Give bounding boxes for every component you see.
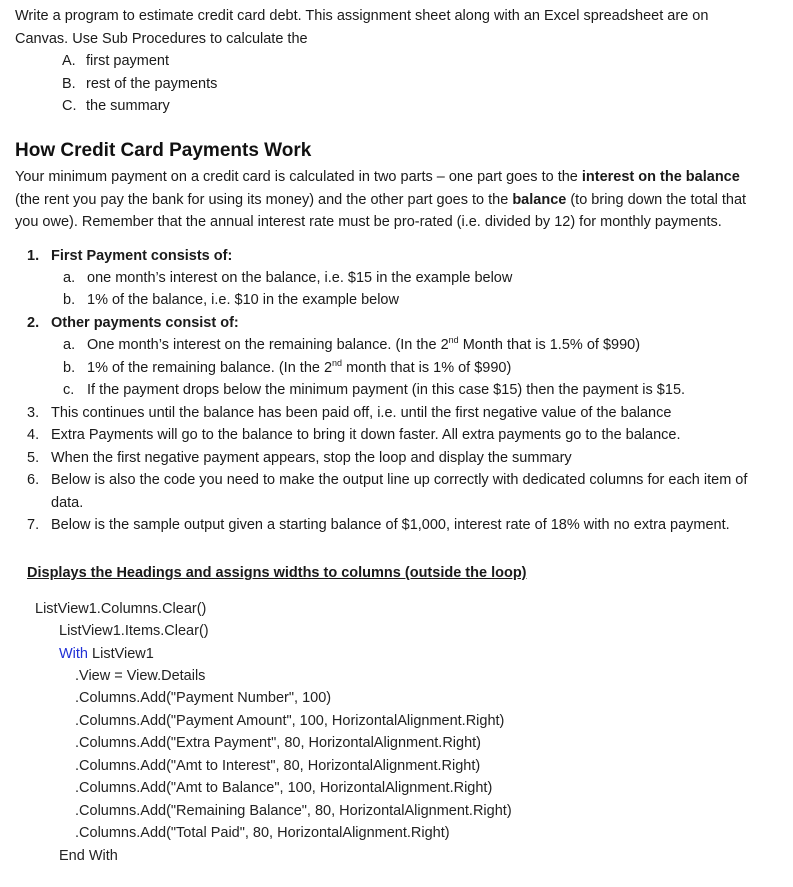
code-heading: Displays the Headings and assigns widths to columns (outside the loop)	[27, 565, 527, 581]
paragraph-bold: balance	[512, 192, 567, 208]
list-num-1: 1.	[27, 248, 40, 264]
sub-label: c.	[63, 382, 75, 398]
paragraph-bold: interest on the balance	[581, 169, 740, 185]
code-line: End With	[59, 848, 118, 864]
paragraph-text: (the rent you pay the bank for using its money) and the other part goes to the	[15, 192, 513, 208]
section-heading: How Credit Card Payments Work	[15, 140, 312, 161]
list-item-7: Below is the sample output given a starting balance of $1,000, interest rate of 18% with no extra payment.	[51, 517, 730, 533]
code-keyword: With	[59, 646, 88, 662]
paragraph-line-1	[15, 168, 740, 186]
list-text: the summary	[86, 98, 170, 114]
paragraph-line-2	[15, 191, 746, 209]
paragraph-line-3: you owe). Remember that the annual interest rate must be pro-rated (i.e. divided by 12) for monthly payments.	[15, 214, 722, 230]
sub-item: 1% of the remaining balance. (In the 2nd month that is 1% of $990)	[87, 358, 512, 376]
list-label: A.	[62, 53, 76, 69]
sub-label: b.	[63, 360, 76, 376]
list-item-6-cont: data.	[51, 495, 84, 511]
intro-line-2: Canvas. Use Sub Procedures to calculate the	[15, 31, 308, 47]
sub-item: one month’s interest on the balance, i.e. $15 in the example below	[87, 270, 513, 286]
list-label: C.	[62, 98, 77, 114]
intro-line-1: Write a program to estimate credit card debt. This assignment sheet along with an Excel spreadsheet are on	[15, 8, 709, 24]
list-item-4: Extra Payments will go to the balance to bring it down faster. All extra payments go to the balance.	[51, 427, 681, 443]
code-line: .Columns.Add("Payment Number", 100)	[75, 690, 332, 706]
sub-item: If the payment drops below the minimum payment (in this case $15) then the payment is $15.	[87, 382, 686, 398]
sub-label: b.	[63, 292, 76, 308]
list-text: first payment	[86, 53, 169, 69]
code-line: .Columns.Add("Amt to Interest", 80, HorizontalAlignment.Right)	[75, 758, 481, 774]
sub-item: 1% of the balance, i.e. $10 in the example below	[87, 292, 399, 308]
paragraph-text: Your minimum payment on a credit card is calculated in two parts – one part goes to the	[15, 169, 582, 185]
list-text: rest of the payments	[86, 76, 218, 92]
code-line: .Columns.Add("Payment Amount", 100, HorizontalAlignment.Right)	[75, 713, 505, 729]
list-num-5: 5.	[27, 450, 40, 466]
list-num-4: 4.	[27, 427, 40, 443]
list-num-7: 7.	[27, 517, 40, 533]
code-line: .Columns.Add("Extra Payment", 80, HorizontalAlignment.Right)	[75, 735, 481, 751]
list-item-1: First Payment consists of:	[51, 248, 233, 264]
sub-label: a.	[63, 270, 76, 286]
paragraph-text: (to bring down the total that	[566, 192, 747, 208]
sub-label: a.	[63, 337, 76, 353]
intro-item-c	[62, 97, 170, 115]
intro-item-a	[62, 52, 169, 70]
list-item-6: Below is also the code you need to make the output line up correctly with dedicated columns for each item of	[51, 472, 748, 488]
list-item-5: When the first negative payment appears, stop the loop and display the summary	[51, 450, 572, 466]
code-line: ListView1.Columns.Clear()	[35, 601, 207, 617]
code-line: .Columns.Add("Remaining Balance", 80, HorizontalAlignment.Right)	[75, 803, 512, 819]
sub-item: One month’s interest on the remaining balance. (In the 2nd Month that is 1.5% of $990)	[87, 335, 641, 353]
list-label: B.	[62, 76, 76, 92]
code-line: .Columns.Add("Total Paid", 80, HorizontalAlignment.Right)	[75, 825, 450, 841]
list-num-6: 6.	[27, 472, 40, 488]
list-num-2: 2.	[27, 315, 40, 331]
code-line: ListView1.Items.Clear()	[59, 623, 209, 639]
code-line: .Columns.Add("Amt to Balance", 100, HorizontalAlignment.Right)	[75, 780, 493, 796]
list-item-2: Other payments consist of:	[51, 315, 239, 331]
list-num-3: 3.	[27, 405, 40, 421]
code-line: .View = View.Details	[75, 668, 206, 684]
list-item-3: This continues until the balance has been paid off, i.e. until the first negative value of the balance	[51, 405, 672, 421]
code-line: With ListView1	[59, 646, 154, 662]
intro-item-b	[62, 75, 217, 93]
